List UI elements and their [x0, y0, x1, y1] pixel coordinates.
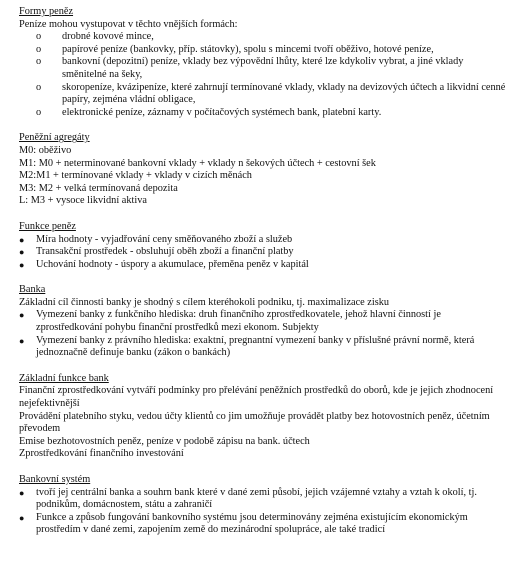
bullet-list	[19, 309, 506, 359]
list-item	[19, 234, 506, 247]
bullet-list	[19, 487, 506, 537]
list-item-text: bankovní (depozitní) peníze, vklady bez výpovědní lhůty, které lze kdykoliv vybrat, a jiné vklady směnitelné na šeky,	[62, 56, 464, 80]
list-item	[19, 335, 506, 360]
list-item	[19, 107, 506, 120]
section-title: Základní funkce bank	[19, 372, 109, 384]
paragraph: Základní cíl činnosti banky je shodný s cílem kteréhokoli podniku, tj. maximalizace zisku	[19, 296, 390, 308]
section-formy-penez	[19, 6, 506, 119]
section-funkce-penez	[19, 221, 506, 271]
paragraph: Finanční zprostředkování vytváří podmínky pro přelévání peněžních prostředků do oborů, kde je jejich zhodnocení nejefektivnější	[19, 385, 494, 410]
disc-bullet-icon: ●	[19, 335, 25, 346]
bullet-list	[19, 234, 506, 272]
section-zakladni-funkce-bank	[19, 373, 506, 461]
paragraph: Provádění platebního styku, vedou účty klientů co jim umožňuje provádět platby bez hotovostních peněz, účetním převodem	[19, 410, 490, 435]
list-item-text: drobné kovové mince,	[62, 31, 154, 43]
section-bankovni-system	[19, 474, 506, 537]
circle-bullet-icon: o	[36, 31, 42, 43]
bullet-list	[19, 31, 506, 119]
list-item-text: elektronické peníze, záznamy v počítačových systémech bank, platební karty.	[62, 106, 382, 118]
list-item-text: Uchování hodnoty - úspory a akumulace, přeměna peněz v kapitál	[36, 258, 309, 270]
circle-bullet-icon: o	[36, 81, 42, 93]
paragraph: M3: M2 + velká termínovaná depozita	[19, 182, 178, 194]
section-title: Funkce peněz	[19, 220, 76, 232]
list-item	[19, 487, 506, 512]
list-item	[19, 246, 506, 259]
paragraph: Peníze mohou vystupovat v těchto vnějších formách:	[19, 18, 238, 30]
section-penezni-agregaty	[19, 132, 506, 208]
list-item	[19, 44, 506, 57]
section-title: Banka	[19, 284, 46, 296]
paragraph: Zprostředkování finančního investování	[19, 448, 184, 460]
circle-bullet-icon: o	[36, 56, 42, 68]
disc-bullet-icon: ●	[19, 259, 25, 270]
disc-bullet-icon: ●	[19, 310, 25, 321]
list-item	[19, 56, 506, 81]
list-item-text: Míra hodnoty - vyjadřování ceny směňovaného zboží a služeb	[36, 233, 293, 245]
paragraph: Emise bezhotovostních peněz, peníze v podobě zápisu na bank. účtech	[19, 435, 310, 447]
paragraph: M0: oběživo	[19, 144, 72, 156]
list-item	[19, 309, 506, 334]
section-banka	[19, 284, 506, 360]
paragraph: L: M3 + vysoce likvidní aktiva	[19, 195, 147, 207]
paragraph: M1: M0 + neterminované bankovní vklady + vklady n šekových účtech + cestovní šek	[19, 157, 376, 169]
circle-bullet-icon: o	[36, 106, 42, 118]
list-item-text: skoropeníze, kvázipeníze, které zahrnují termínované vklady, vklady na devizových účtech a likvidní cenné papíry, zejména vládní obligace,	[62, 81, 506, 106]
circle-bullet-icon: o	[36, 43, 42, 55]
section-title: Peněžní agregáty	[19, 132, 90, 144]
list-item	[19, 31, 506, 44]
list-item-text: Transakční prostředek - obsluhují oběh zboží a finanční platby	[36, 246, 294, 258]
list-item-text: papírové peníze (bankovky, příp. státovky), spolu s mincemi tvoří oběživo, hotové peníze,	[62, 43, 434, 55]
list-item-text: Funkce a způsob fungování bankovního systému jsou determinovány zejména existujícím ekonomickým prostředím v dané zemi, zapojením země do mezinárodní spolupráce, ale také tradicí	[36, 511, 468, 536]
list-item	[19, 512, 506, 537]
section-title: Formy peněz	[19, 6, 74, 17]
list-item-text: tvoří jej centrální banka a souhrn bank které v dané zemi působí, jejich vzájemné vztahy a vztah k okolí, tj. podnikům, domácnostem, státu a zahraničí	[36, 486, 477, 511]
list-item-text: Vymezení banky z funkčního hlediska: druh finančního zprostředkovatele, jehož hlavní činností je zprostředkování pohybu finanční prostředků mezi ekonom. Subjekty	[36, 309, 441, 334]
disc-bullet-icon: ●	[19, 487, 25, 498]
list-item	[19, 82, 506, 107]
disc-bullet-icon: ●	[19, 512, 25, 523]
list-item-text: Vymezení banky z právního hlediska: exaktní, pregnantní vymezení banky v příslušné právní normě, která jednoznačně definuje banku (zákon o bankách)	[36, 334, 475, 359]
section-title: Bankovní systém	[19, 474, 91, 485]
disc-bullet-icon: ●	[19, 247, 25, 258]
disc-bullet-icon: ●	[19, 234, 25, 245]
list-item	[19, 259, 506, 272]
paragraph: M2:M1 + termínované vklady + vklady v cizích měnách	[19, 170, 252, 182]
